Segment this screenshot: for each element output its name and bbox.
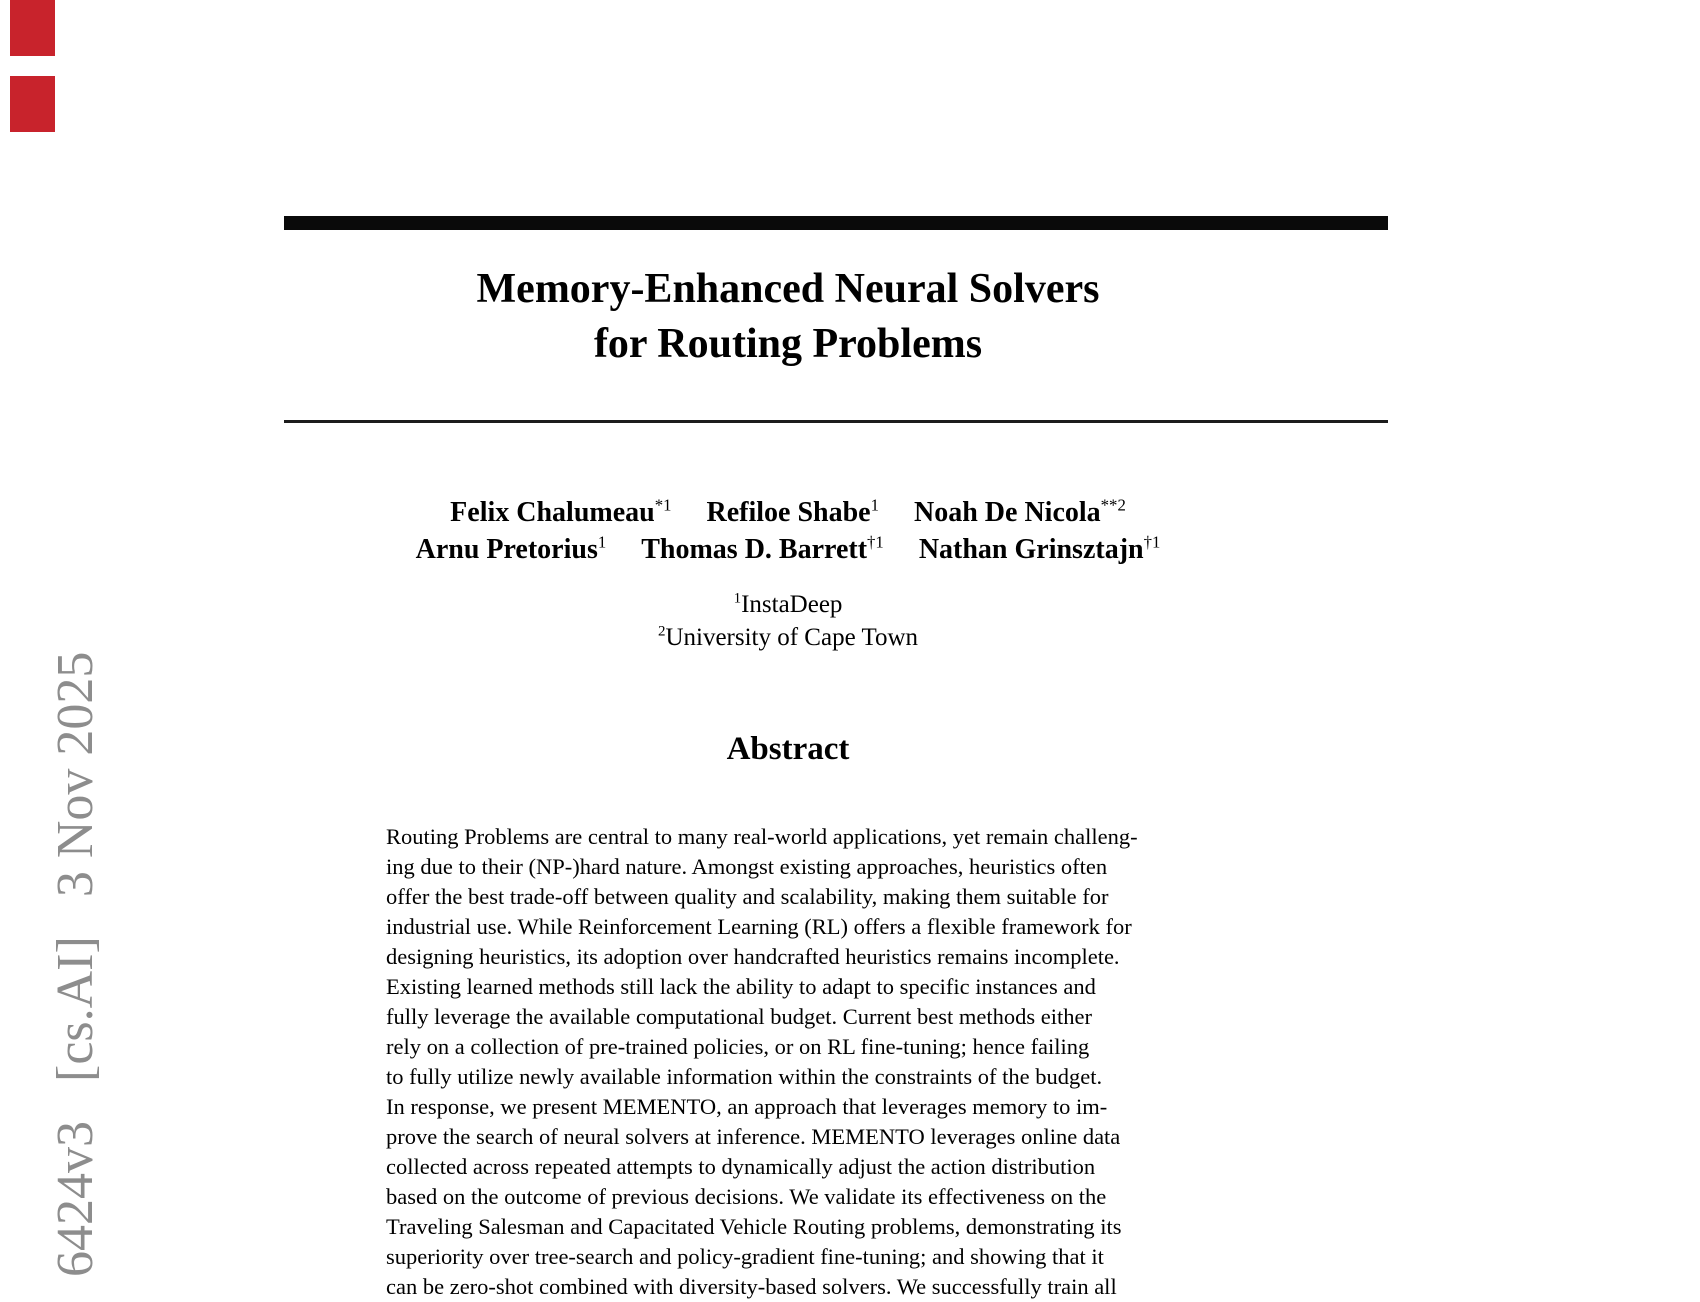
abstract-line: ing due to their (NP-)hard nature. Amongst existing approaches, heuristics often bbox=[386, 854, 1108, 879]
affiliation-block bbox=[278, 588, 1298, 654]
author-name: Thomas D. Barrett bbox=[641, 534, 868, 565]
paper-title-line1: Memory-Enhanced Neural Solvers bbox=[476, 266, 1100, 312]
author bbox=[707, 494, 880, 531]
red-marker-top bbox=[10, 0, 55, 56]
author bbox=[919, 531, 1161, 568]
author bbox=[450, 494, 671, 531]
author-mark: †1 bbox=[867, 532, 884, 552]
author-mark: †1 bbox=[1143, 532, 1161, 552]
affiliation-mark: 1 bbox=[733, 590, 742, 607]
abstract-line: rely on a collection of pre-trained policies, or on RL fine-tuning; hence failing bbox=[386, 1034, 1090, 1059]
author bbox=[914, 494, 1126, 531]
author-row-1 bbox=[278, 494, 1298, 531]
author-mark: **2 bbox=[1100, 495, 1126, 515]
abstract-line: collected across repeated attempts to dynamically adjust the action distribution bbox=[386, 1154, 1096, 1179]
author-row-2 bbox=[278, 531, 1298, 568]
abstract-line: industrial use. While Reinforcement Learning (RL) offers a flexible framework for bbox=[386, 914, 1132, 939]
abstract-line: to fully utilize newly available information within the constraints of the budget. bbox=[386, 1064, 1103, 1089]
author-name: Refiloe Shabe bbox=[706, 497, 871, 528]
abstract-line: Traveling Salesman and Capacitated Vehicle Routing problems, demonstrating its bbox=[386, 1214, 1122, 1239]
title-rule-thin bbox=[284, 420, 1388, 423]
affiliation-2 bbox=[278, 621, 1298, 654]
title-rule-thick bbox=[284, 216, 1388, 230]
author-name: Felix Chalumeau bbox=[450, 497, 655, 528]
author-mark: 1 bbox=[870, 495, 879, 515]
abstract-heading: Abstract bbox=[726, 731, 850, 767]
abstract-line: superiority over tree-search and policy-gradient fine-tuning; and showing that it bbox=[386, 1244, 1104, 1269]
author bbox=[416, 531, 607, 568]
abstract-line: In response, we present MEMENTO, an approach that leverages memory to im- bbox=[386, 1094, 1108, 1119]
author-block bbox=[278, 494, 1298, 568]
author bbox=[641, 531, 884, 568]
abstract-line: based on the outcome of previous decisions. We validate its effectiveness on the bbox=[386, 1184, 1107, 1209]
abstract-line: fully leverage the available computational budget. Current best methods either bbox=[386, 1004, 1093, 1029]
affiliation-mark: 2 bbox=[657, 623, 666, 640]
affiliation-name: InstaDeep bbox=[741, 591, 843, 618]
author-name: Arnu Pretorius bbox=[415, 534, 598, 565]
author-name: Noah De Nicola bbox=[914, 497, 1101, 528]
abstract-line: Routing Problems are central to many real-world applications, yet remain challeng- bbox=[386, 824, 1138, 849]
red-marker-bottom bbox=[10, 76, 55, 132]
paper-title bbox=[278, 262, 1298, 372]
affiliation-name: University of Cape Town bbox=[665, 624, 919, 651]
abstract-line: prove the search of neural solvers at inference. MEMENTO leverages online data bbox=[386, 1124, 1121, 1149]
paper-title-line2: for Routing Problems bbox=[593, 321, 983, 367]
abstract-text bbox=[386, 822, 1208, 1302]
abstract-line: designing heuristics, its adoption over handcrafted heuristics remains incomplete. bbox=[386, 944, 1120, 969]
author-mark: 1 bbox=[597, 532, 607, 552]
affiliation-1 bbox=[278, 588, 1298, 621]
abstract-line: Existing learned methods still lack the ability to adapt to specific instances and bbox=[386, 974, 1096, 999]
author-mark: *1 bbox=[654, 495, 672, 515]
abstract-line: offer the best trade-off between quality and scalability, making them suitable for bbox=[386, 884, 1109, 909]
author-name: Nathan Grinsztajn bbox=[918, 534, 1144, 565]
arxiv-watermark: 6424v3 [cs.AI] 3 Nov 2025 bbox=[47, 651, 104, 1277]
abstract-line: can be zero-shot combined with diversity-based solvers. We successfully train all bbox=[386, 1274, 1117, 1299]
